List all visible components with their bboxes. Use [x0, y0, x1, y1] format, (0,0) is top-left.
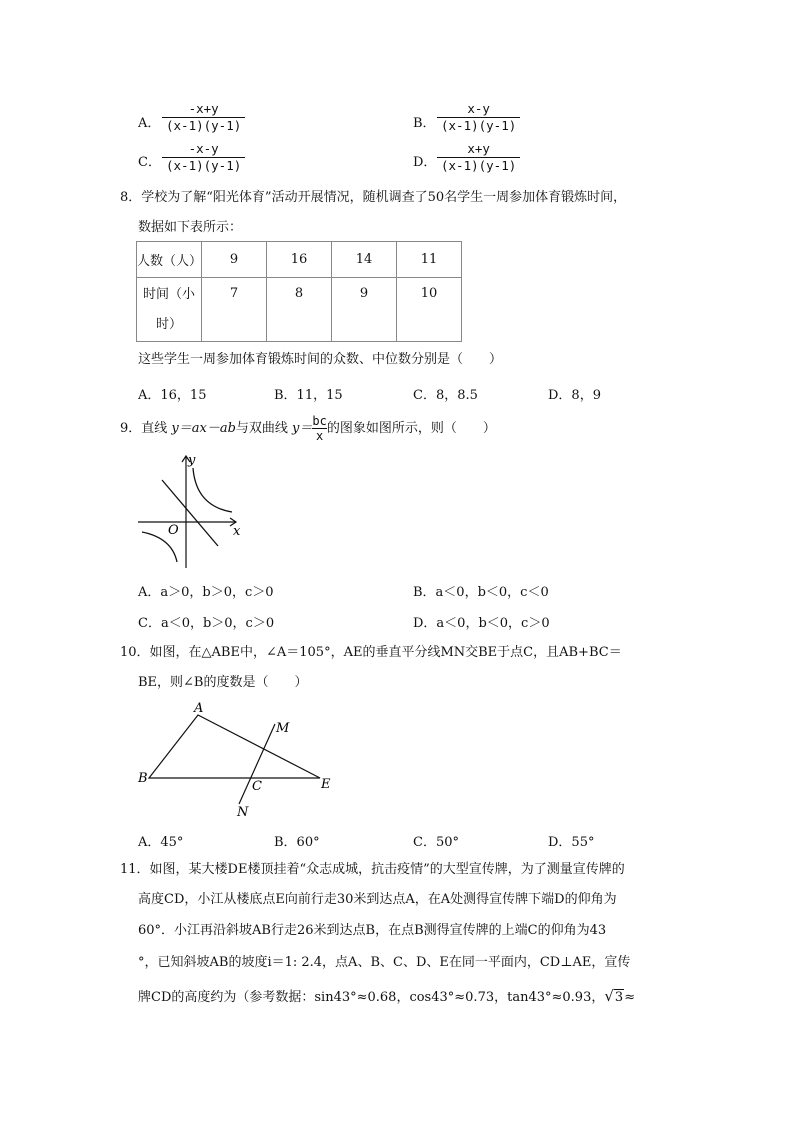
option-label: D． — [413, 155, 437, 170]
q10-stem-line1: 10．如图，在△ABE中，∠A＝105°，AE的垂直平分线MN交BE于点C，且AB+BC＝ — [120, 645, 622, 660]
q9-prefix: 9．直线 — [120, 421, 172, 436]
q8-option-d[interactable]: D．8，9 — [548, 388, 601, 403]
table-cell: 16 — [267, 242, 332, 278]
fraction — [162, 101, 245, 134]
q9-mid: 与双曲线 — [235, 421, 293, 436]
triangle-abe — [149, 715, 320, 778]
q10-option-d[interactable]: D．55° — [548, 835, 595, 850]
q9-hyperbola-fraction — [312, 414, 326, 443]
q8-question: 这些学生一周参加体育锻炼时间的众数、中位数分别是（ ） — [138, 352, 503, 367]
x-axis-label: x — [233, 524, 241, 539]
label-a: A — [194, 701, 204, 716]
label-n: N — [237, 805, 249, 820]
q11-stem-line1: 11．如图，某大楼DE楼顶挂着“众志成城，抗击疫情”的大型宣传牌，为了测量宣传牌的 — [120, 862, 625, 877]
denominator: (x-1)(y-1) — [441, 158, 517, 173]
label-m: M — [276, 721, 290, 736]
q9-suffix: 的图象如图所示，则（ ） — [326, 421, 496, 436]
q10-option-b[interactable]: B．60° — [274, 835, 320, 850]
q8-stem-line2: 数据如下表所示： — [138, 220, 243, 235]
table-header-time-line1: 时间（小 — [142, 287, 195, 302]
table-header-time-line2: 时） — [155, 317, 182, 332]
sqrt-icon: √ — [604, 987, 614, 1005]
denominator: (x-1)(y-1) — [166, 158, 242, 173]
numerator: bc — [312, 414, 327, 428]
denominator: (x-1)(y-1) — [441, 118, 517, 133]
q10-stem-line2: BE，则∠B的度数是（ ） — [138, 675, 308, 690]
q11-stem-line5 — [138, 982, 635, 1012]
numerator: x-y — [467, 101, 490, 116]
denominator: (x-1)(y-1) — [166, 118, 242, 133]
q8-stem-line1: 8．学校为了解“阳光体育”活动开展情况，随机调查了50名学生一周参加体育锻炼时间， — [120, 190, 627, 205]
option-label: A． — [138, 116, 161, 131]
q11-stem-line2: 高度CD，小江从楼底点E向前行走30米到达点A，在A处测得宣传牌下端D的仰角为 — [138, 892, 617, 907]
hyperbola-branch-1 — [193, 468, 232, 512]
origin-label: O — [168, 523, 179, 538]
q9-graph — [130, 450, 250, 575]
label-c: C — [252, 779, 262, 794]
q9-option-a[interactable]: A．a＞0，b＞0，c＞0 — [138, 585, 274, 600]
table-cell: 9 — [332, 278, 397, 342]
q9-option-c[interactable]: C．a＜0，b＞0，c＞0 — [138, 616, 275, 631]
table-header-time — [137, 278, 202, 342]
label-e: E — [321, 777, 331, 792]
approx-sign: ≈ — [624, 990, 636, 1005]
table-cell: 14 — [332, 242, 397, 278]
table-cell: 10 — [397, 278, 462, 342]
q10-option-c[interactable]: C．50° — [413, 835, 459, 850]
option-label: C． — [138, 155, 161, 170]
q9-option-b[interactable]: B．a＜0，b＜0，c＜0 — [413, 585, 549, 600]
q8-option-a[interactable]: A．16，15 — [138, 388, 207, 403]
table-cell: 8 — [267, 278, 332, 342]
fraction — [437, 101, 520, 134]
table-header-people: 人数（人） — [137, 242, 202, 278]
q11-line5-text: 牌CD的高度约为（参考数据：sin43°≈0.68，cos43°≈0.73，tan43°≈0.93， — [138, 990, 605, 1005]
q8-option-b[interactable]: B．11，15 — [274, 388, 343, 403]
q9-option-d[interactable]: D．a＜0，b＜0，c＞0 — [413, 616, 550, 631]
table-cell: 9 — [202, 242, 267, 278]
fraction — [162, 141, 245, 174]
numerator: x+y — [467, 141, 490, 156]
numerator: -x-y — [188, 141, 219, 156]
numerator: -x+y — [188, 101, 219, 116]
q8-data-table — [136, 241, 462, 342]
q10-figure — [135, 700, 340, 820]
denominator: x — [316, 429, 324, 443]
table-cell: 11 — [397, 242, 462, 278]
sqrt-radicand: 3 — [614, 990, 624, 1005]
q10-option-a[interactable]: A．45° — [138, 835, 184, 850]
y-axis-label: y — [188, 453, 196, 468]
q9-hyperbola-lhs: y＝ — [292, 421, 313, 436]
q9-line-equation: y＝ax－ab — [171, 421, 236, 436]
table-cell: 7 — [202, 278, 267, 342]
label-b: B — [138, 771, 148, 786]
option-label: B． — [413, 116, 436, 131]
q11-stem-line3: 60°．小江再沿斜坡AB行走26米到达点B，在点B测得宣传牌的上端C的仰角为43 — [138, 923, 607, 938]
fraction — [437, 141, 520, 174]
q9-stem — [120, 414, 496, 443]
q11-stem-line4: °，已知斜坡AB的坡度i＝1: 2.4，点A、B、C、D、E在同一平面内，CD⊥AE，宣传 — [138, 955, 631, 970]
q8-option-c[interactable]: C．8，8.5 — [413, 388, 478, 403]
